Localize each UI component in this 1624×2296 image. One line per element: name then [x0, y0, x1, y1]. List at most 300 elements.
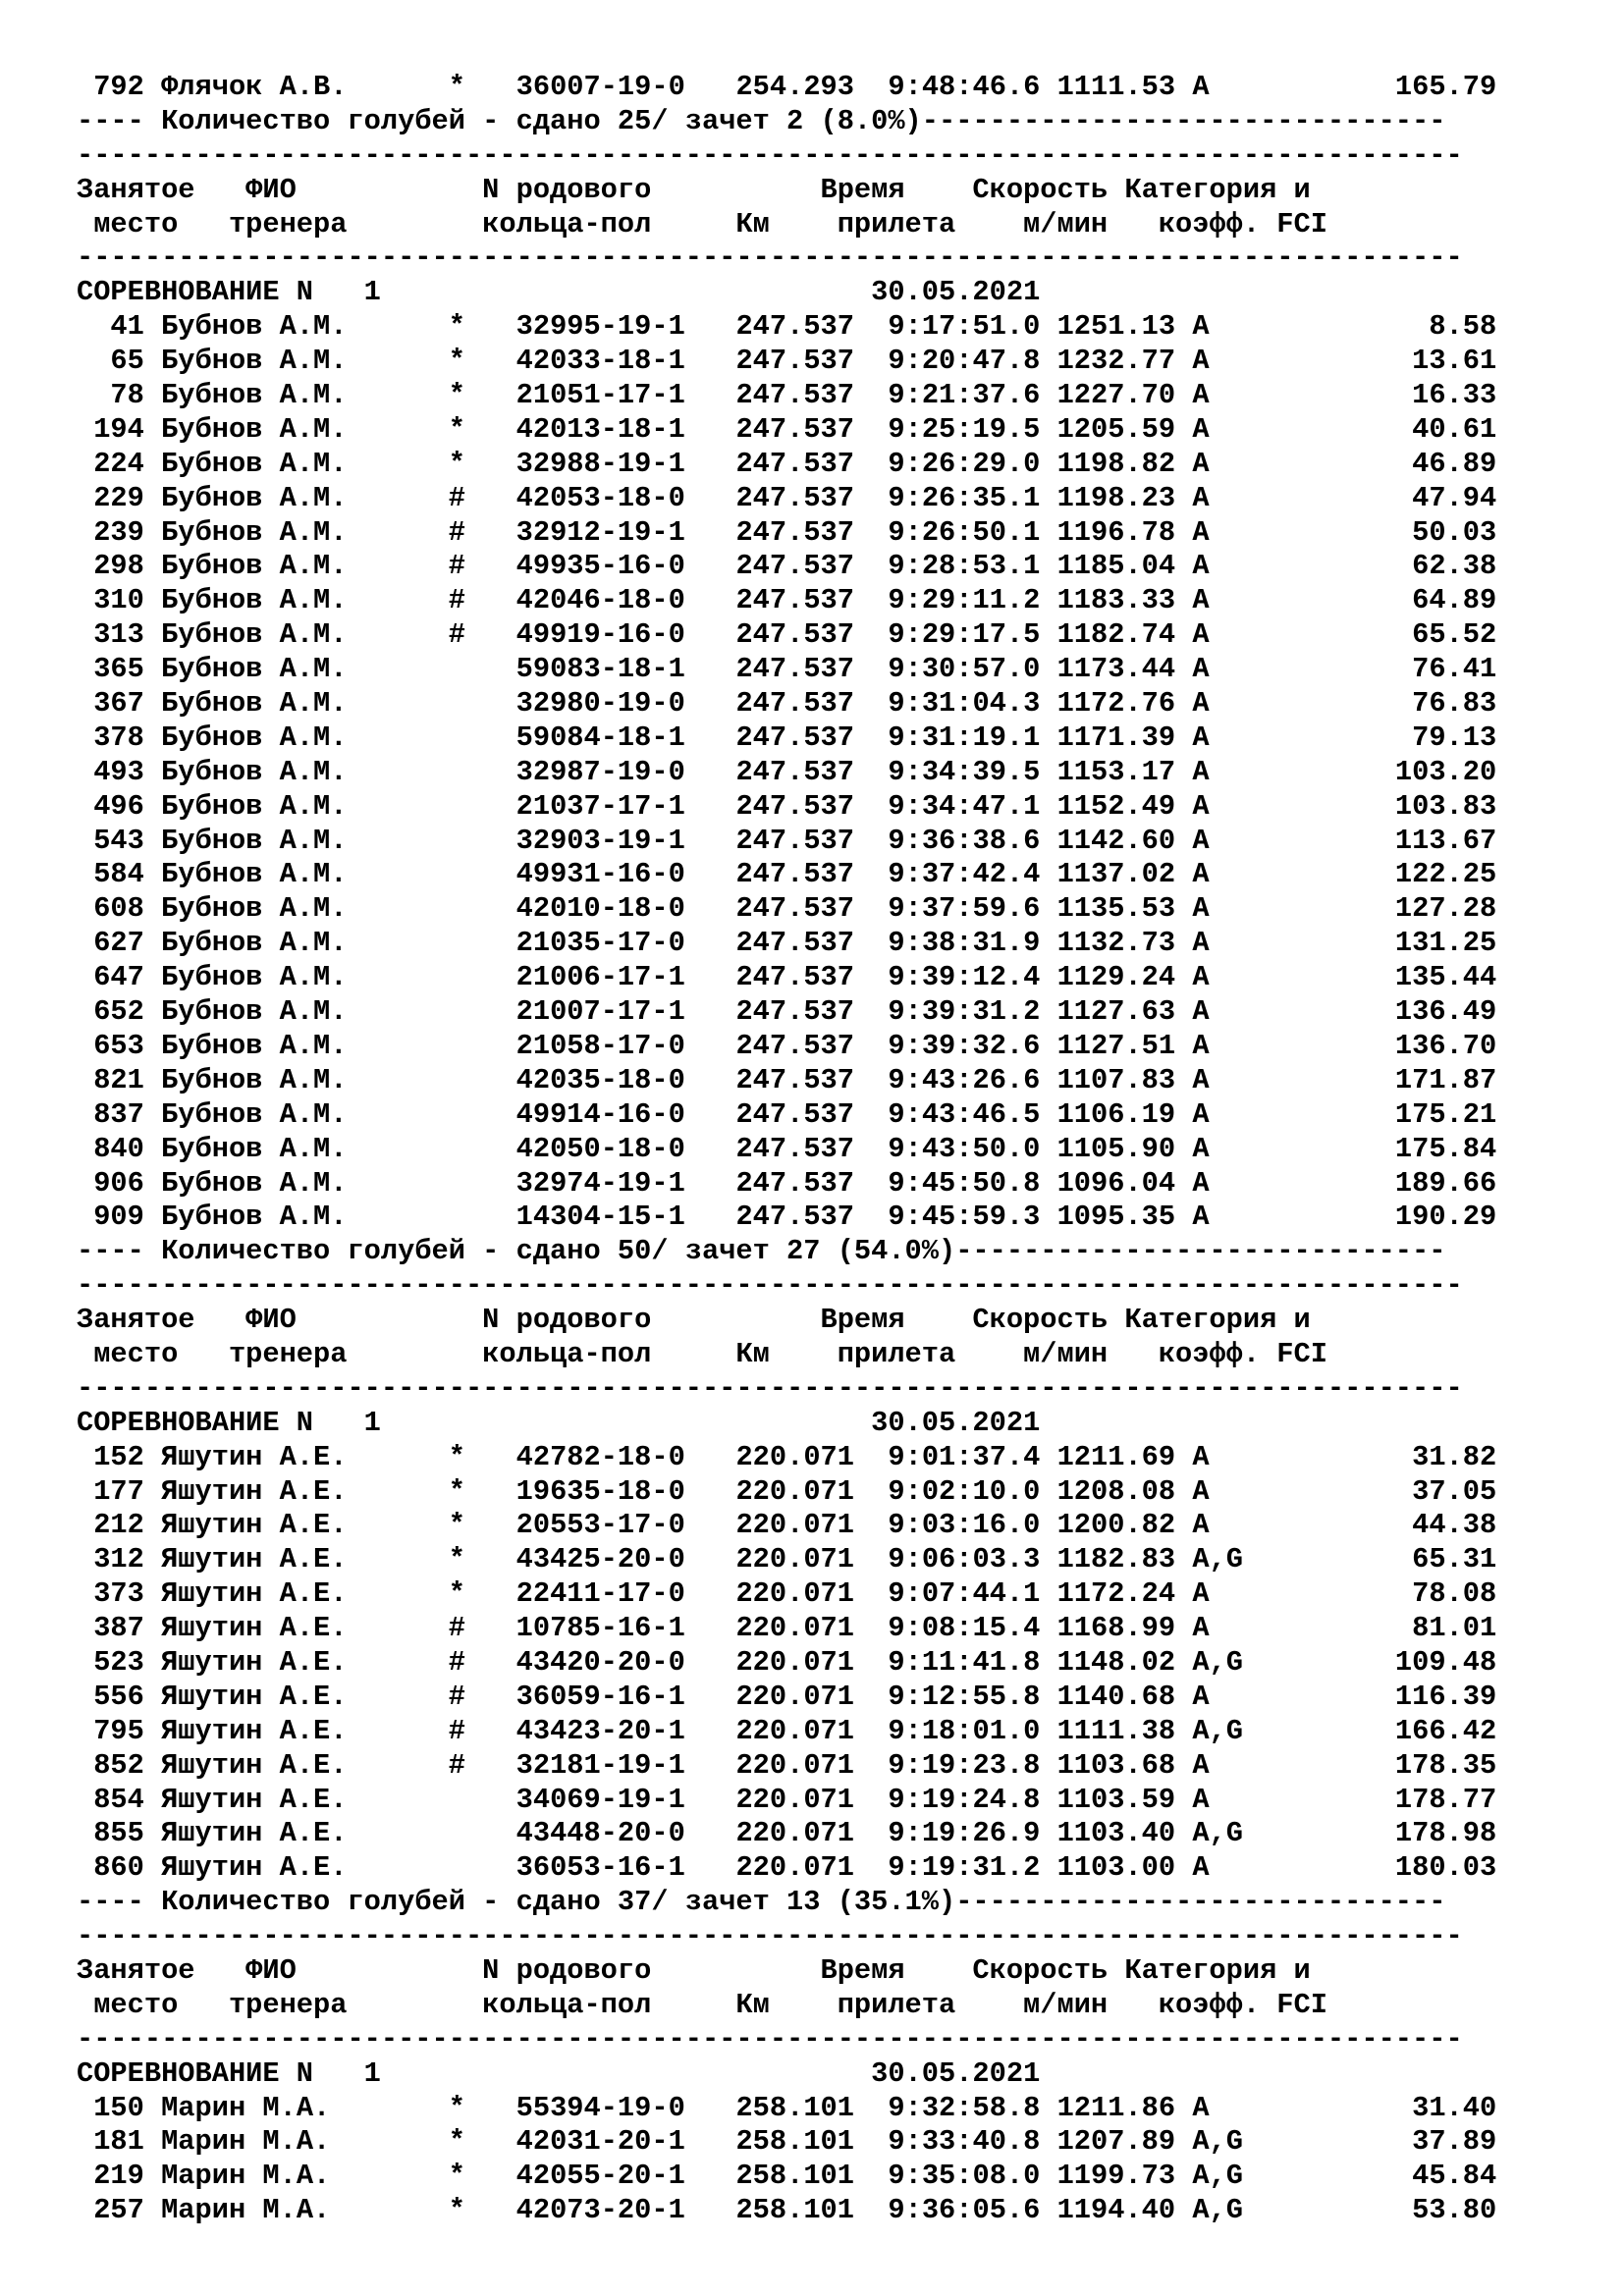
ring-number: 21007-17-1	[515, 995, 685, 1029]
fancier-name: Яшутин А.Е.	[161, 1612, 449, 1645]
place: 152	[77, 1440, 144, 1473]
mark	[449, 1817, 465, 1849]
distance-km: 247.537	[735, 1132, 854, 1165]
ring-number: 43425-20-0	[515, 1543, 685, 1576]
fci-coef: 178.35	[1242, 1748, 1497, 1782]
summary-line: ---- Количество голубей - сдано 50/ зачет 27 (54.0%)-----------------------------	[77, 1235, 1446, 1268]
mark: #	[448, 618, 465, 652]
fancier-name: Бубнов А.М.	[161, 379, 449, 412]
fci-coef: 78.08	[1242, 1577, 1497, 1611]
fancier-name: Флячок А.В.	[161, 71, 449, 103]
fancier-name: Бубнов А.М.	[161, 345, 449, 378]
mark: #	[448, 481, 465, 514]
arrival-time: 9:36:38.6	[888, 824, 1041, 857]
speed: 1205.59	[1056, 412, 1176, 446]
place: 177	[77, 1474, 144, 1508]
mark: *	[448, 71, 465, 103]
speed: 1196.78	[1056, 515, 1176, 549]
fci-coef: 171.87	[1242, 1063, 1497, 1096]
result-row	[77, 995, 1496, 1030]
speed: 1211.69	[1056, 1440, 1176, 1473]
distance-km: 220.071	[735, 1851, 854, 1885]
arrival-time: 9:31:04.3	[888, 687, 1041, 721]
fci-coef: 180.03	[1242, 1851, 1497, 1885]
arrival-time: 9:28:53.1	[888, 550, 1041, 583]
fancier-name: Марин М.А.	[161, 2194, 449, 2227]
speed: 1132.73	[1056, 927, 1176, 960]
fci-coef: 135.44	[1242, 961, 1497, 994]
category: A	[1192, 412, 1243, 446]
fancier-name: Яшутин А.Е.	[161, 1645, 449, 1679]
fci-coef: 103.83	[1242, 789, 1497, 823]
ring-number: 21037-17-1	[515, 789, 685, 823]
distance-km: 247.537	[735, 892, 854, 926]
result-row	[77, 892, 1496, 927]
arrival-time: 9:34:39.5	[888, 755, 1041, 788]
fci-coef: 53.80	[1242, 2194, 1497, 2227]
fci-coef: 50.03	[1242, 515, 1497, 549]
place: 194	[77, 412, 144, 446]
category: A	[1192, 1612, 1243, 1645]
place: 312	[77, 1543, 144, 1576]
arrival-time: 9:32:58.8	[888, 2091, 1041, 2124]
place: 821	[77, 1063, 144, 1096]
arrival-time: 9:26:29.0	[888, 447, 1041, 480]
fancier-name: Бубнов А.М.	[161, 310, 449, 344]
fci-coef: 81.01	[1242, 1612, 1497, 1645]
speed: 1148.02	[1056, 1645, 1176, 1679]
ring-number: 32181-19-1	[515, 1748, 685, 1782]
category: A	[1192, 687, 1243, 721]
result-row	[77, 1715, 1496, 1749]
distance-km: 247.537	[735, 961, 854, 994]
place: 310	[77, 584, 144, 617]
place: 840	[77, 1132, 144, 1165]
place: 373	[77, 1577, 144, 1611]
result-row	[77, 1098, 1496, 1133]
speed: 1127.51	[1056, 1029, 1176, 1062]
speed: 1172.24	[1056, 1577, 1176, 1611]
speed: 1198.23	[1056, 481, 1176, 514]
competition-date: 30.05.2021	[871, 276, 1041, 309]
result-row	[77, 721, 1496, 756]
distance-km: 220.071	[735, 1612, 854, 1645]
mark	[449, 858, 465, 890]
place: 795	[77, 1714, 144, 1747]
summary-line: ---- Количество голубей - сдано 37/ зачет 13 (35.1%)-----------------------------	[77, 1886, 1446, 1919]
speed: 1111.38	[1056, 1714, 1176, 1747]
result-row	[77, 482, 1496, 516]
ring-number: 36053-16-1	[515, 1851, 685, 1885]
separator: ----------------------------------------------------------------------------------	[77, 1371, 1463, 1405]
arrival-time: 9:39:31.2	[888, 995, 1041, 1029]
mark: *	[448, 1440, 465, 1473]
fci-coef: 178.77	[1242, 1783, 1497, 1816]
result-row	[77, 1681, 1496, 1715]
speed: 1153.17	[1056, 755, 1176, 788]
result-row	[77, 1441, 1496, 1475]
ring-number: 42046-18-0	[515, 584, 685, 617]
distance-km: 247.537	[735, 1029, 854, 1062]
fancier-name: Яшутин А.Е.	[161, 1543, 449, 1576]
fci-coef: 175.21	[1242, 1097, 1497, 1131]
fancier-name: Бубнов А.М.	[161, 584, 449, 617]
ring-number: 42782-18-0	[515, 1440, 685, 1473]
place: 150	[77, 2091, 144, 2124]
fancier-name: Яшутин А.Е.	[161, 1714, 449, 1747]
result-row	[77, 516, 1496, 551]
category: A,G	[1192, 2194, 1243, 2227]
fancier-name: Бубнов А.М.	[161, 995, 449, 1029]
arrival-time: 9:17:51.0	[888, 310, 1041, 344]
arrival-time: 9:33:40.8	[888, 2125, 1041, 2159]
distance-km: 247.537	[735, 1201, 854, 1234]
ring-number: 42013-18-1	[515, 412, 685, 446]
fancier-name: Яшутин А.Е.	[161, 1748, 449, 1782]
mark: *	[448, 447, 465, 480]
column-header: Занятое ФИО N родового Время Скорость Категория и	[77, 1304, 1311, 1337]
arrival-time: 9:12:55.8	[888, 1680, 1041, 1713]
arrival-time: 9:08:15.4	[888, 1612, 1041, 1645]
ring-number: 32974-19-1	[515, 1166, 685, 1200]
arrival-time: 9:43:50.0	[888, 1132, 1041, 1165]
place: 854	[77, 1783, 144, 1816]
speed: 1194.40	[1056, 2194, 1176, 2227]
speed: 1095.35	[1056, 1201, 1176, 1234]
place: 298	[77, 550, 144, 583]
arrival-time: 9:39:12.4	[888, 961, 1041, 994]
distance-km: 247.537	[735, 755, 854, 788]
category: A	[1192, 2091, 1243, 2124]
category: A	[1192, 1509, 1243, 1542]
category: A,G	[1192, 1714, 1243, 1747]
fci-coef: 16.33	[1242, 379, 1497, 412]
category: A	[1192, 1063, 1243, 1096]
fancier-name: Бубнов А.М.	[161, 961, 449, 994]
ring-number: 21058-17-0	[515, 1029, 685, 1062]
arrival-time: 9:19:23.8	[888, 1748, 1041, 1782]
distance-km: 247.537	[735, 721, 854, 754]
mark: #	[448, 1645, 465, 1679]
category: A,G	[1192, 2160, 1243, 2193]
competition-title	[77, 1407, 1496, 1441]
place: 652	[77, 995, 144, 1029]
result-row	[77, 858, 1496, 892]
category: A	[1192, 550, 1243, 583]
result-row	[77, 790, 1496, 825]
mark	[449, 756, 465, 788]
distance-km: 258.101	[735, 2194, 854, 2227]
fancier-name: Бубнов А.М.	[161, 687, 449, 721]
distance-km: 247.537	[735, 412, 854, 446]
category: A	[1192, 653, 1243, 686]
distance-km: 247.537	[735, 1097, 854, 1131]
fci-coef: 166.42	[1242, 1714, 1497, 1747]
fci-coef: 175.84	[1242, 1132, 1497, 1165]
mark	[449, 1784, 465, 1816]
mark: *	[448, 345, 465, 378]
ring-number: 36059-16-1	[515, 1680, 685, 1713]
distance-km: 247.537	[735, 584, 854, 617]
mark: *	[448, 2125, 465, 2159]
place: 41	[77, 310, 144, 344]
mark	[449, 687, 465, 720]
fci-coef: 178.98	[1242, 1817, 1497, 1850]
mark	[449, 1167, 465, 1200]
ring-number: 20553-17-0	[515, 1509, 685, 1542]
result-row	[77, 1167, 1496, 1201]
mark	[449, 892, 465, 925]
fci-coef: 76.41	[1242, 653, 1497, 686]
place: 181	[77, 2125, 144, 2159]
arrival-time: 9:43:46.5	[888, 1097, 1041, 1131]
distance-km: 247.537	[735, 618, 854, 652]
arrival-time: 9:18:01.0	[888, 1714, 1041, 1747]
place: 224	[77, 447, 144, 480]
fancier-name: Бубнов А.М.	[161, 1166, 449, 1200]
result-row	[77, 1030, 1496, 1064]
ring-number: 34069-19-1	[515, 1783, 685, 1816]
fancier-name: Бубнов А.М.	[161, 515, 449, 549]
mark: *	[448, 2160, 465, 2193]
speed: 1171.39	[1056, 721, 1176, 754]
category: A	[1192, 1029, 1243, 1062]
distance-km: 247.537	[735, 345, 854, 378]
arrival-time: 9:26:50.1	[888, 515, 1041, 549]
competition-date: 30.05.2021	[871, 1406, 1041, 1439]
place: 906	[77, 1166, 144, 1200]
place: 78	[77, 379, 144, 412]
fancier-name: Бубнов А.М.	[161, 789, 449, 823]
category: A	[1192, 1440, 1243, 1473]
category: A	[1192, 961, 1243, 994]
result-row	[77, 618, 1496, 653]
mark: #	[448, 584, 465, 617]
mark	[449, 790, 465, 823]
fci-coef: 189.66	[1242, 1166, 1497, 1200]
mark	[449, 653, 465, 685]
arrival-time: 9:11:41.8	[888, 1645, 1041, 1679]
distance-km: 220.071	[735, 1474, 854, 1508]
ring-number: 32980-19-0	[515, 687, 685, 721]
ring-number: 21051-17-1	[515, 379, 685, 412]
ring-number: 43448-20-0	[515, 1817, 685, 1850]
speed: 1168.99	[1056, 1612, 1176, 1645]
column-header: Занятое ФИО N родового Время Скорость Категория и	[77, 1953, 1311, 1987]
separator: ----------------------------------------------------------------------------------	[77, 138, 1463, 172]
distance-km: 247.537	[735, 927, 854, 960]
ring-number: 42035-18-0	[515, 1063, 685, 1096]
result-row	[77, 1749, 1496, 1784]
ring-number: 10785-16-1	[515, 1612, 685, 1645]
ring-number: 36007-19-0	[515, 71, 685, 103]
category: A	[1192, 481, 1243, 514]
distance-km: 247.537	[735, 1166, 854, 1200]
result-row	[77, 413, 1496, 448]
arrival-time: 9:45:50.8	[888, 1166, 1041, 1200]
result-row	[77, 71, 1496, 105]
fancier-name: Бубнов А.М.	[161, 447, 449, 480]
mark: *	[448, 2091, 465, 2124]
mark	[449, 1201, 465, 1233]
competition-title	[77, 276, 1496, 310]
arrival-time: 9:29:11.2	[888, 584, 1041, 617]
fci-coef: 76.83	[1242, 687, 1497, 721]
category: A	[1192, 858, 1243, 891]
speed: 1105.90	[1056, 1132, 1176, 1165]
result-row	[77, 1509, 1496, 1543]
fci-coef: 109.48	[1242, 1645, 1497, 1679]
result-row	[77, 2092, 1496, 2126]
category: A	[1192, 584, 1243, 617]
fancier-name: Бубнов А.М.	[161, 1201, 449, 1234]
distance-km: 247.537	[735, 653, 854, 686]
category: A,G	[1192, 1645, 1243, 1679]
fancier-name: Бубнов А.М.	[161, 892, 449, 926]
separator: ----------------------------------------------------------------------------------	[77, 2022, 1463, 2056]
distance-km: 247.537	[735, 379, 854, 412]
mark: *	[448, 310, 465, 344]
speed: 1198.82	[1056, 447, 1176, 480]
fci-coef: 113.67	[1242, 824, 1497, 857]
fci-coef: 40.61	[1242, 412, 1497, 446]
category: A	[1192, 1132, 1243, 1165]
distance-km: 247.537	[735, 515, 854, 549]
fci-coef: 79.13	[1242, 721, 1497, 754]
distance-km: 220.071	[735, 1543, 854, 1576]
distance-km: 247.537	[735, 789, 854, 823]
mark	[449, 721, 465, 754]
place: 367	[77, 687, 144, 721]
arrival-time: 9:37:59.6	[888, 892, 1041, 926]
distance-km: 247.537	[735, 550, 854, 583]
fancier-name: Бубнов А.М.	[161, 618, 449, 652]
speed: 1211.86	[1056, 2091, 1176, 2124]
fancier-name: Яшутин А.Е.	[161, 1851, 449, 1885]
mark	[449, 1098, 465, 1131]
fci-coef: 62.38	[1242, 550, 1497, 583]
mark: #	[448, 1714, 465, 1747]
distance-km: 247.537	[735, 687, 854, 721]
mark	[449, 825, 465, 857]
place: 543	[77, 824, 144, 857]
competition-title	[77, 2057, 1496, 2092]
arrival-time: 9:07:44.1	[888, 1577, 1041, 1611]
category: A	[1192, 379, 1243, 412]
arrival-time: 9:02:10.0	[888, 1474, 1041, 1508]
fci-coef: 44.38	[1242, 1509, 1497, 1542]
fci-coef: 37.05	[1242, 1474, 1497, 1508]
fci-coef: 8.58	[1242, 310, 1497, 344]
ring-number: 42053-18-0	[515, 481, 685, 514]
result-row	[77, 1784, 1496, 1818]
result-row	[77, 379, 1496, 413]
place: 387	[77, 1612, 144, 1645]
place: 378	[77, 721, 144, 754]
place: 608	[77, 892, 144, 926]
distance-km: 220.071	[735, 1714, 854, 1747]
place: 523	[77, 1645, 144, 1679]
ring-number: 32988-19-1	[515, 447, 685, 480]
fancier-name: Яшутин А.Е.	[161, 1440, 449, 1473]
mark	[449, 961, 465, 993]
distance-km: 247.537	[735, 481, 854, 514]
speed: 1127.63	[1056, 995, 1176, 1029]
speed: 1207.89	[1056, 2125, 1176, 2159]
place: 493	[77, 755, 144, 788]
fancier-name: Марин М.А.	[161, 2160, 449, 2193]
mark: #	[448, 1612, 465, 1645]
ring-number: 32903-19-1	[515, 824, 685, 857]
category: A	[1192, 995, 1243, 1029]
result-row	[77, 1646, 1496, 1681]
place: 219	[77, 2160, 144, 2193]
fancier-name: Бубнов А.М.	[161, 1063, 449, 1096]
distance-km: 220.071	[735, 1680, 854, 1713]
category: A,G	[1192, 1817, 1243, 1850]
fci-coef: 116.39	[1242, 1680, 1497, 1713]
result-row	[77, 550, 1496, 584]
competition-date: 30.05.2021	[871, 2056, 1041, 2090]
arrival-time: 9:37:42.4	[888, 858, 1041, 891]
speed: 1106.19	[1056, 1097, 1176, 1131]
result-row	[77, 448, 1496, 482]
ring-number: 21035-17-0	[515, 927, 685, 960]
mark	[449, 1851, 465, 1884]
speed: 1200.82	[1056, 1509, 1176, 1542]
arrival-time: 9:35:08.0	[888, 2160, 1041, 2193]
mark: *	[448, 1509, 465, 1542]
category: A	[1192, 1851, 1243, 1885]
place: 584	[77, 858, 144, 891]
category: A	[1192, 618, 1243, 652]
result-row	[77, 584, 1496, 618]
speed: 1107.83	[1056, 1063, 1176, 1096]
distance-km: 247.537	[735, 858, 854, 891]
ring-number: 42010-18-0	[515, 892, 685, 926]
mark	[449, 927, 465, 959]
mark	[449, 1030, 465, 1062]
category: A	[1192, 1166, 1243, 1200]
result-row	[77, 1201, 1496, 1235]
fancier-name: Яшутин А.Е.	[161, 1577, 449, 1611]
category: A	[1192, 515, 1243, 549]
arrival-time: 9:19:24.8	[888, 1783, 1041, 1816]
result-row	[77, 2194, 1496, 2228]
mark: #	[448, 550, 465, 583]
distance-km: 247.537	[735, 824, 854, 857]
ring-number: 32987-19-0	[515, 755, 685, 788]
distance-km: 258.101	[735, 2160, 854, 2193]
ring-number: 59084-18-1	[515, 721, 685, 754]
distance-km: 247.537	[735, 1063, 854, 1096]
result-row	[77, 310, 1496, 345]
place: 647	[77, 961, 144, 994]
result-row	[77, 1064, 1496, 1098]
place: 212	[77, 1509, 144, 1542]
separator: ----------------------------------------------------------------------------------	[77, 241, 1463, 275]
ring-number: 42031-20-1	[515, 2125, 685, 2159]
arrival-time: 9:01:37.4	[888, 1440, 1041, 1473]
place: 65	[77, 345, 144, 378]
arrival-time: 9:31:19.1	[888, 721, 1041, 754]
speed: 1172.76	[1056, 687, 1176, 721]
result-row	[77, 653, 1496, 687]
fancier-name: Бубнов А.М.	[161, 653, 449, 686]
category: A	[1192, 447, 1243, 480]
fancier-name: Бубнов А.М.	[161, 1029, 449, 1062]
distance-km: 220.071	[735, 1748, 854, 1782]
